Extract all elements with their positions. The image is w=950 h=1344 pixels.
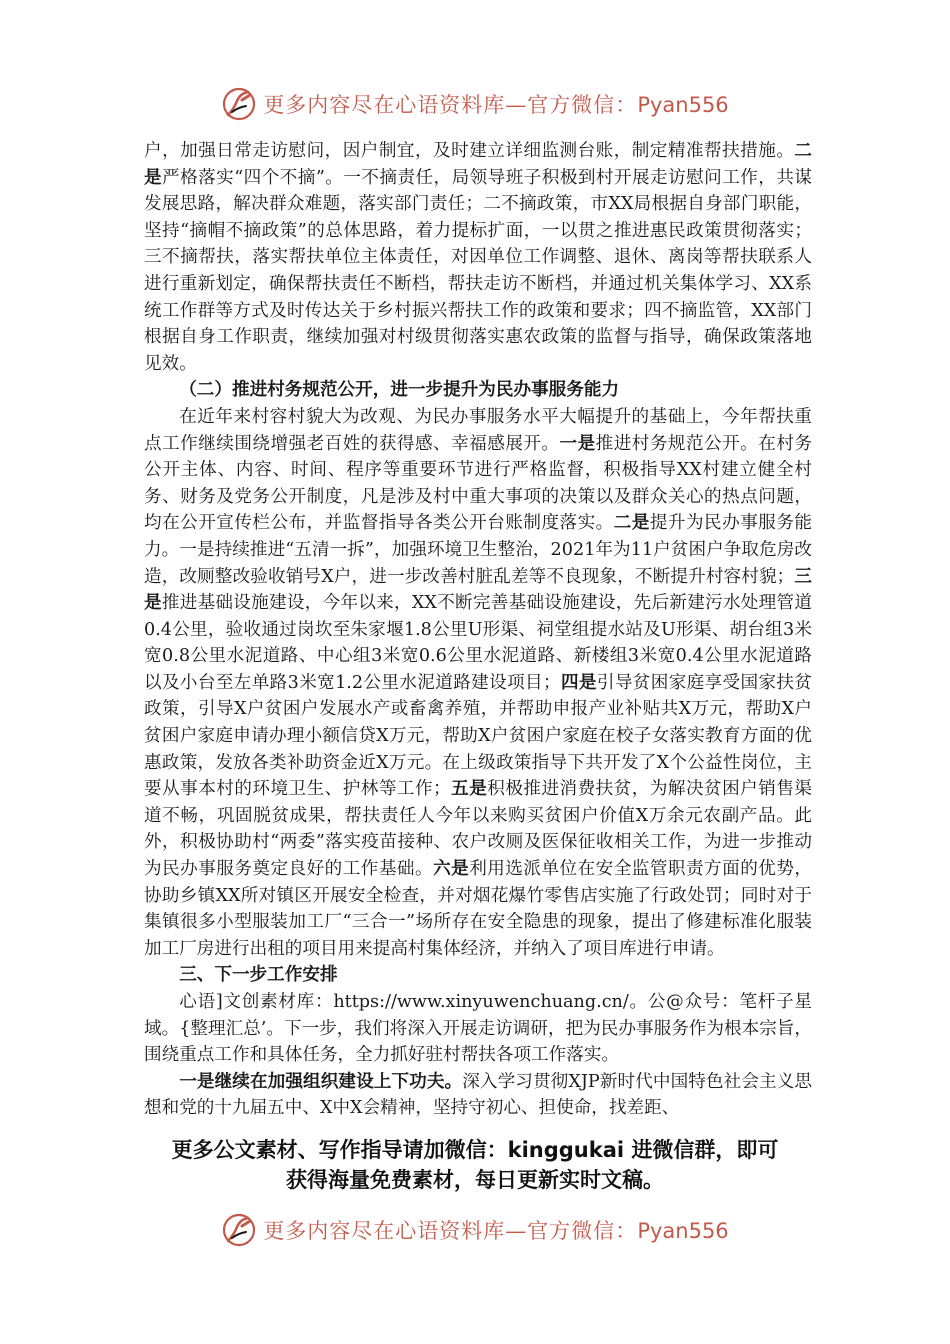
- document-body: [144, 138, 812, 1122]
- paragraph-3: 心语]文创素材库：https://www.xinyuwenchuang.cn/。公@众号：笔杆子星域。{整理汇总’。下一步，我们将深入开展走访调研，把为民办事服务作为根本宗旨，围绕重点工作和具体任务，全力抓好驻村帮扶各项工作落实。: [144, 992, 812, 1066]
- paragraph-1: 户，加强日常走访慰问，因户制宜，及时建立详细监测台账，制定精准帮扶措施。二是严格落实“四个不摘”。一不摘责任，局领导班子积极到村开展走访慰问工作，共谋发展思路，解决群众难题，落实部门责任；二不摘政策，市XX局根据自身部门职能，坚持“摘帽不摘政策”的总体思路，着力提标扩面，一以贯之推进惠民政策贯彻落实；三不摘帮扶，落实帮扶单位主体责任，对因单位工作调整、退休、离岗等帮扶联系人进行重新划定，确保帮扶责任不断档，帮扶走访不断档，并通过机关集体学习、XX系统工作群等方式及时传达关于乡村振兴帮扶工作的政策和要求；四不摘监管，XX部门根据自身工作职责，继续加强对村级贯彻落实惠农政策的监督与指导，确保政策落地见效。: [144, 140, 812, 374]
- paragraph-4: 一是继续在加强组织建设上下功夫。深入学习贯彻XJP新时代中国特色社会主义思想和党的十九届五中、X中X会精神，坚持守初心、担使命，找差距、: [144, 1070, 812, 1119]
- promo-banner: [0, 1135, 950, 1195]
- section-heading-3: 三、下一步工作安排: [179, 964, 338, 986]
- watermark-header: [0, 84, 950, 124]
- watermark-text: 更多内容尽在心语资料库—官方微信：Pyan556: [263, 93, 729, 117]
- paragraph-2: 在近年来村容村貌大为改观、为民办事服务水平大幅提升的基础上，今年帮扶重点工作继续围绕增强老百姓的获得感、幸福感展开。一是推进村务规范公开。在村务公开主体、内容、时间、程序等重要环节进行严格监督，积极指导XX村建立健全村务、财务及党务公开制度，凡是涉及村中重大事项的决策以及群众关心的热点问题，均在公开宣传栏公布，并监督指导各类公开台账制度落实。二是提升为民办事服务能力。一是持续推进“五清一拆”，加强环境卫生整治，2021年为11户贫困户争取危房改造，改厕整改验收销号X户，进一步改善村脏乱差等不良现象，不断提升村容村貌；三是推进基础设施建设，今年以来，XX不断完善基础设施建设，先后新建污水处理管道0.4公里，验收通过岗坎至朱家堰1.8公里U形渠、祠堂组提水站及U形渠、胡台组3米宽0.8公里水泥道路、中心组3米宽0.6公里水泥道路、新楼组3米宽0.4公里水泥道路以及小台至左单路3米宽1.2公里水泥道路建设项目；四是引导贫困家庭享受国家扶贫政策，引导X户贫困户发展水产或畜禽养殖，并帮助申报产业补贴共X万元，帮助X户贫困户家庭申请办理小额信贷X万元，帮助X户贫困户家庭在校子女落实教育方面的优惠政策，发放各类补助资金近X万元。在上级政策指导下共开发了X个公益性岗位，主要从事本村的环境卫生、护林等工作；五是积极推进消费扶贫，为解决贫困户销售渠道不畅，巩固脱贫成果，帮扶责任人今年以来购买贫困户价值X万余元农副产品。此外，积极协助村“两委”落实疫苗接种、农户改厕及医保征收相关工作，为进一步推动为民办事服务奠定良好的工作基础。六是利用选派单位在安全监管职责方面的优势，协助乡镇XX所对镇区开展安全检查，并对烟花爆竹零售店实施了行政处罚；同时对于集镇很多小型服装加工厂“三合一”场所存在安全隐患的现象，提出了修建标准化服装加工厂房进行出租的项目用来提高村集体经济，并纳入了项目库进行申请。: [144, 406, 812, 959]
- red-pen-logo-icon: [221, 86, 257, 122]
- promo-line-1: 更多公文素材、写作指导请加微信：kinggukai 进微信群，即可: [171, 1138, 779, 1162]
- red-pen-logo-icon: [221, 1212, 257, 1248]
- section-heading-2: （二）推进村务规范公开，进一步提升为民办事服务能力: [179, 379, 620, 401]
- watermark-footer: [0, 1210, 950, 1250]
- promo-line-2: 获得海量免费素材，每日更新实时文稿。: [286, 1168, 664, 1192]
- watermark-text: 更多内容尽在心语资料库—官方微信：Pyan556: [263, 1219, 729, 1243]
